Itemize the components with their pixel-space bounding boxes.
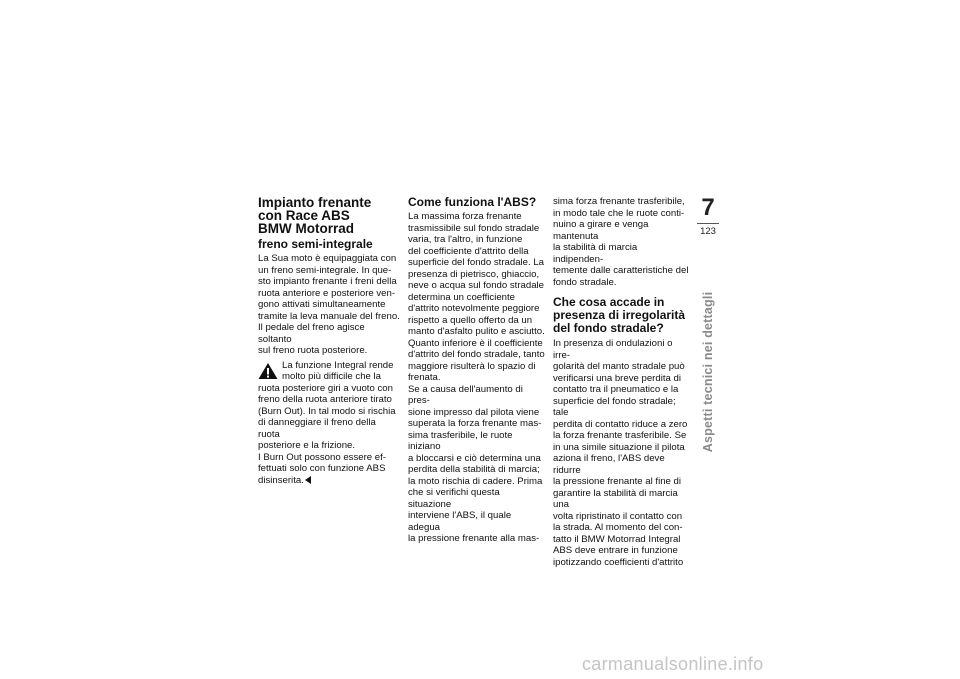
paragraph-abs: La massima forza frenante trasmissibile sul fondo stradale varia, tra l'altro, in funzione del coefficiente d'attrito della superficie del fondo stradale. La presenza di pietrisco, ghiaccio, neve o acqua sul fondo stradale determina un coefficiente d'attrito notevolmente peggiore rispetto a quello offerto da un manto d'asfalto pulito e asciutto. Quanto inferiore è il coefficiente d'attrito del fondo stradale, tanto maggiore risulterà lo spazio di frenata. Se a causa dell'aumento di pres- sione impresso dal pilota viene superata la forza frenante mas- sima trasferibile, le ruote iniziano a bloccarsi e ciò determina una perdita della stabilità di marcia; la moto rischia di cadere. Prima che si verifichi questa situazione interviene l'ABS, il quale adegua la pressione frenante alla mas-: [408, 211, 545, 544]
paragraph-continued: sima forza frenante trasferibile, in modo tale che le ruote conti- nuino a girare e venga mantenuta la stabilità di marcia indipenden- temente dalle caratteristiche del fondo stradale.: [553, 196, 689, 288]
warning-note: [258, 360, 400, 487]
warning-text-first: La funzione Integral rende molto più difficile che la: [282, 359, 394, 382]
section-heading: Come funziona l'ABS?: [408, 195, 537, 209]
warning-text-rest: ruota posteriore giri a vuoto con freno della ruota anteriore tirato (Burn Out). In tal modo si rischia di danneggiare il freno della ruota posteriore e la frizione. I Burn Out possono essere ef- fettuati solo con funzione ABS disinserita.: [258, 382, 396, 486]
chapter-title: Aspetti tecnici nei dettagli: [701, 291, 715, 453]
column-left: [258, 196, 400, 486]
section-subtitle: freno semi-integrale: [258, 237, 373, 251]
column-right: [553, 196, 689, 568]
chapter-tab: [697, 196, 719, 238]
watermark: carmanualsonline.info: [582, 654, 764, 674]
page-number: 123: [697, 223, 719, 238]
end-of-section-icon: [305, 476, 311, 484]
warning-triangle-icon: [258, 362, 278, 380]
column-middle: [408, 196, 545, 545]
section-title: Impianto frenante con Race ABS BMW Motorrad: [258, 195, 372, 236]
section-heading: Che cosa accade in presenza di irregolarità del fondo stradale?: [553, 295, 686, 335]
chapter-number: 7: [701, 194, 715, 221]
paragraph-intro: La Sua moto è equipaggiata con un freno semi-integrale. In que- sto impianto frenante i freni della ruota anteriore e posteriore ven- gono attivati simultaneamente tramite la leva manuale del freno. Il pedale del freno agisce soltanto sul freno ruota posteriore.: [258, 253, 400, 356]
paragraph-road: In presenza di ondulazioni o irre- golarità del manto stradale può verificarsi una breve perdita di contatto tra il pneumatico e la superficie del fondo stradale; tale perdita di contatto riduce a zero la forza frenante trasferibile. Se in una simile situazione il pilota aziona il freno, l'ABS deve ridurre la pressione frenante al fine di garantire la stabilità di marcia una volta ripristinato il contatto con la strada. Al momento del con- tatto il BMW Motorrad Integral ABS deve entrare in funzione ipotizzando coefficienti d'attrito: [553, 338, 688, 568]
